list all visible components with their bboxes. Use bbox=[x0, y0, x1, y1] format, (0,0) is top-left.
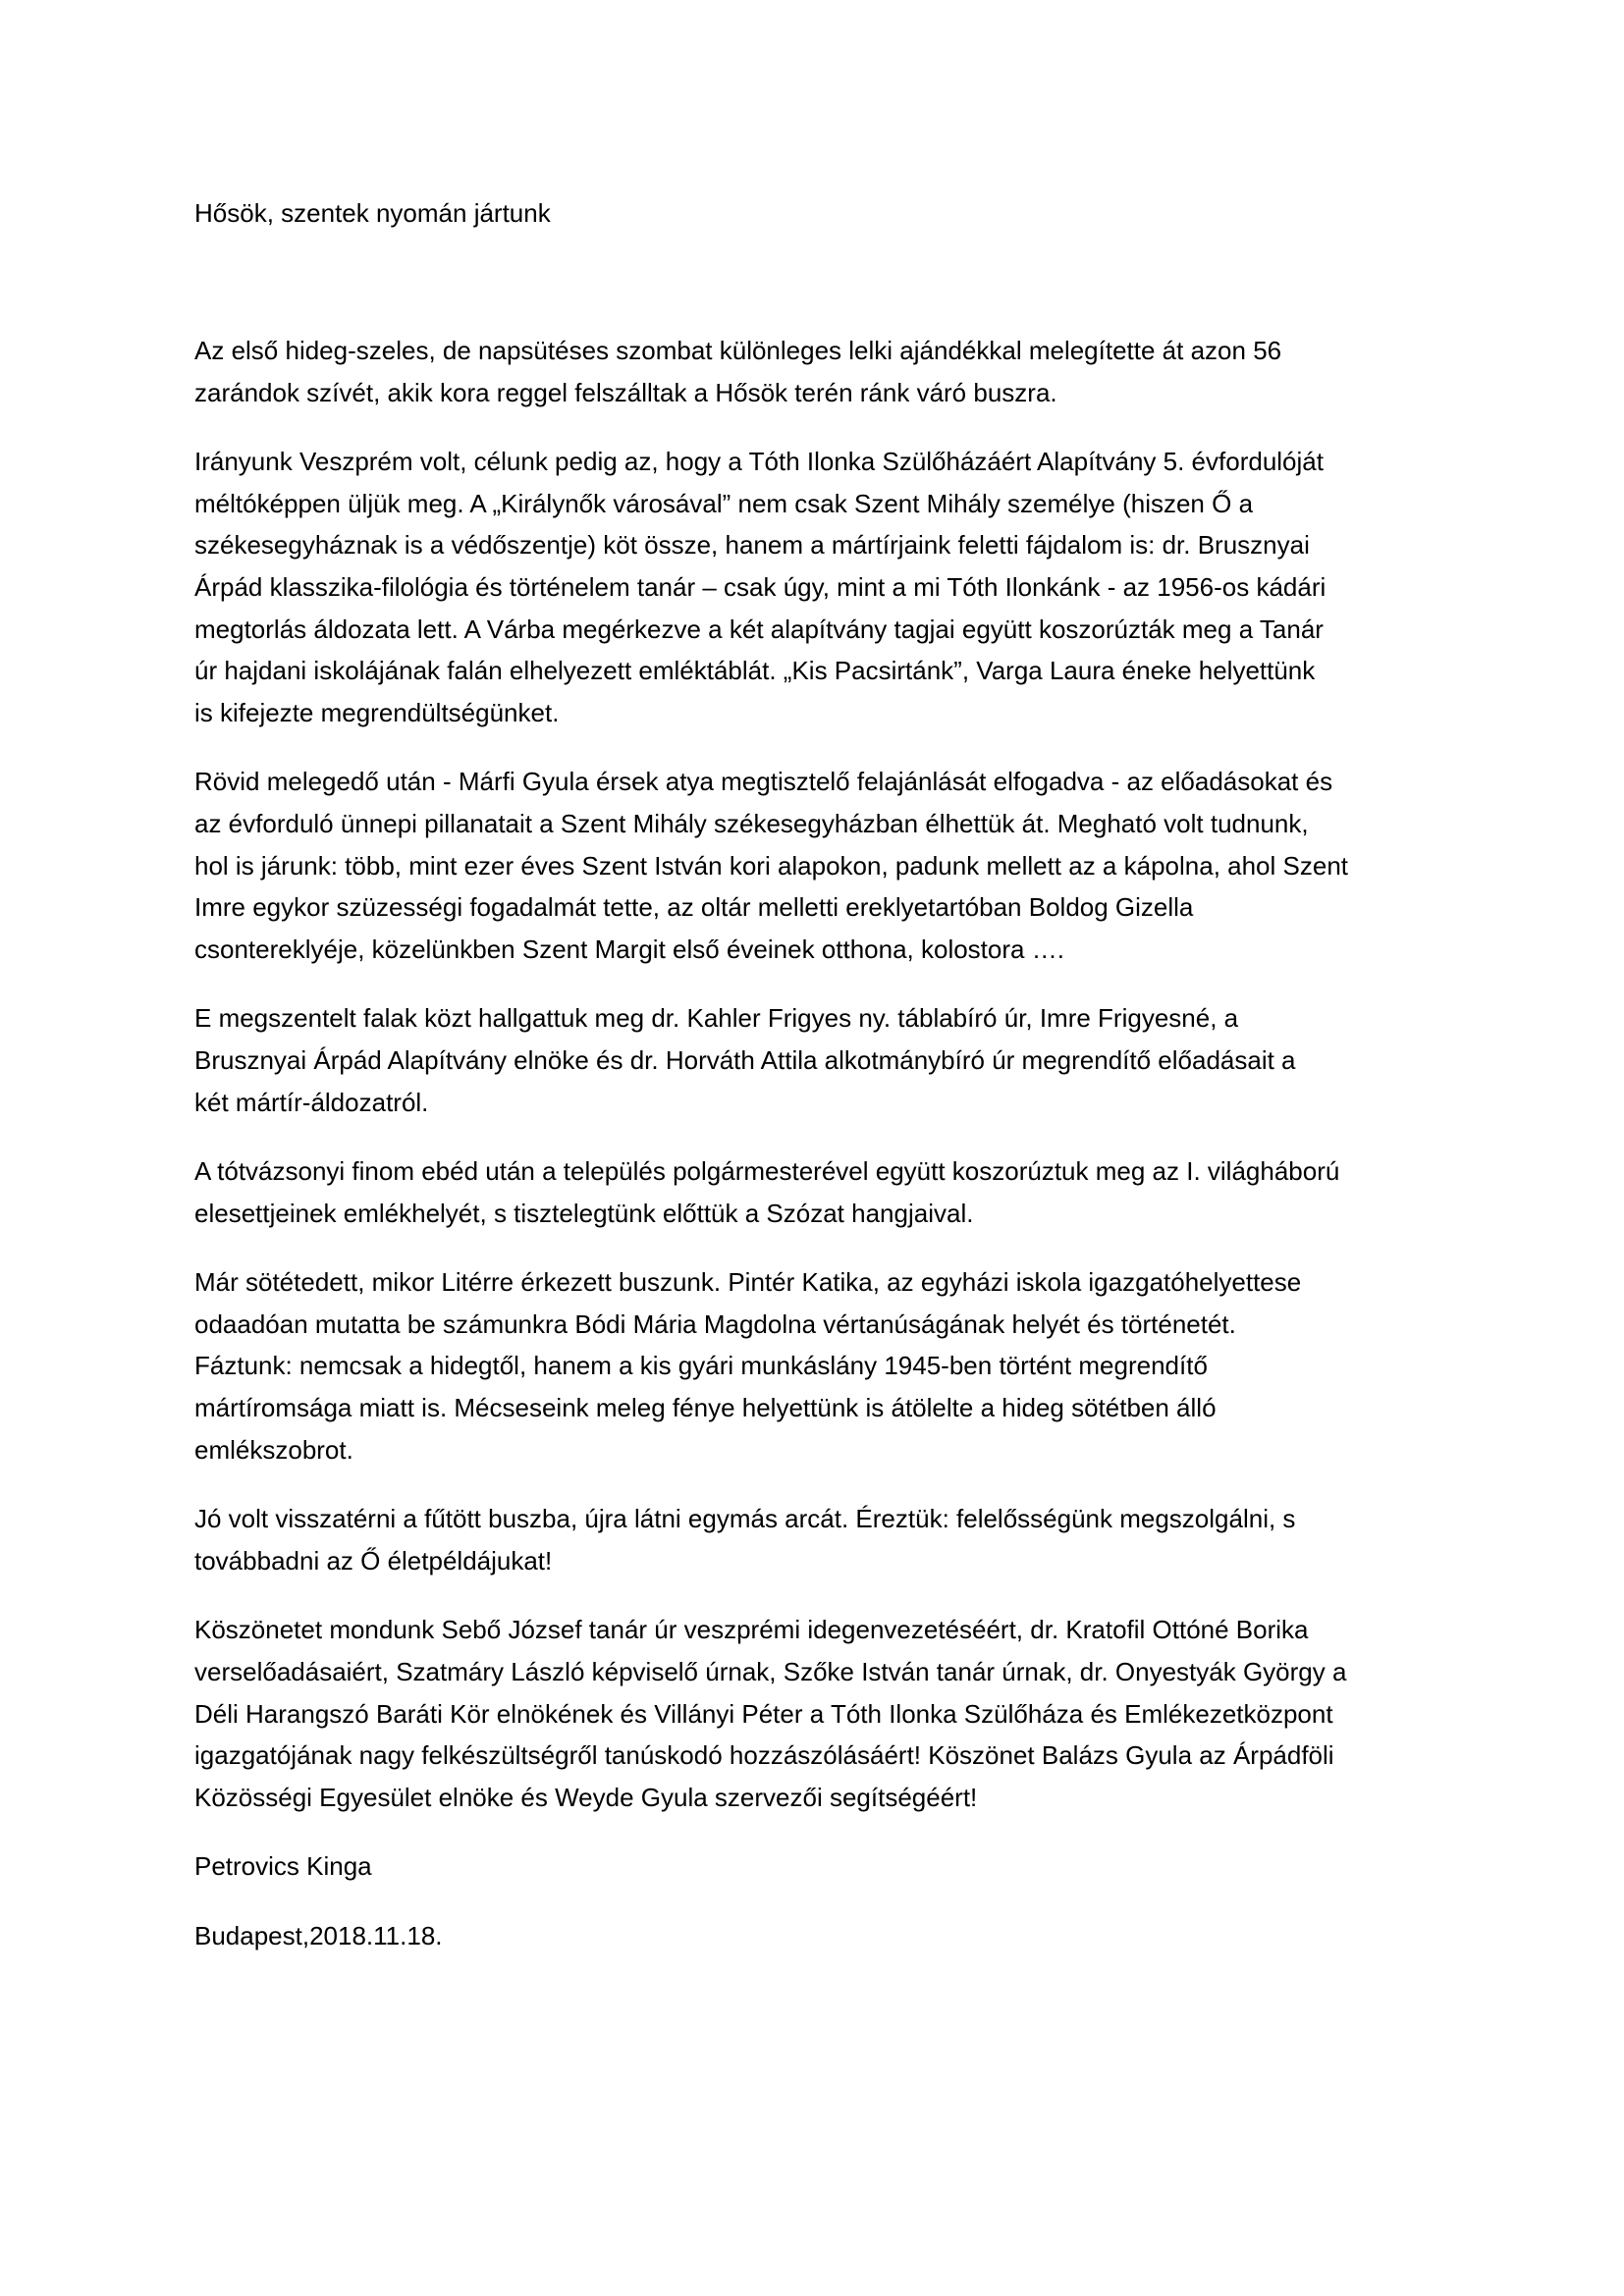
paragraph-line: Az első hideg-szeles, de napsütéses szombat különleges lelki ajándékkal melegítette át azon 56 bbox=[194, 336, 1282, 365]
signature: Petrovics Kinga bbox=[194, 1851, 372, 1882]
paragraph-line: igazgatójának nagy felkészültségről tanúskodó hozzászólásáért! Köszönet Balázs Gyula az Árpádföli bbox=[194, 1740, 1334, 1771]
paragraph-line: Köszönetet mondunk Sebő József tanár úr veszprémi idegenvezetéséért, dr. Kratofil Ottóné Borika bbox=[194, 1615, 1309, 1645]
paragraph-line: székesegyháznak is a védőszentje) köt össze, hanem a mártírjaink feletti fájdalom is: dr. Brusznyai bbox=[194, 530, 1310, 561]
paragraph-line: Imre egykor szüzességi fogadalmát tette, az oltár melletti ereklyetartóban Boldog Gizella bbox=[194, 892, 1194, 923]
paragraph-line: Irányunk Veszprém volt, célunk pedig az, hogy a Tóth Ilonka Szülőházáért Alapítvány 5. évfordulóját bbox=[194, 447, 1324, 477]
paragraph bbox=[194, 330, 1461, 413]
paragraph-line: Már sötétedett, mikor Litérre érkezett buszunk. Pintér Katika, az egyházi iskola igazgatóhelyettese bbox=[194, 1267, 1302, 1298]
paragraph-line: méltóképpen üljük meg. A „Királynők városával” nem csak Szent Mihály személye (hiszen Ő a bbox=[194, 488, 1254, 518]
paragraph-line: Közösségi Egyesület elnöke és Weyde Gyula szervezői segítségéért! bbox=[194, 1782, 978, 1812]
paragraph-line: Árpád klasszika-filológia és történelem tanár – csak úgy, mint a mi Tóth Ilonkánk - az 1956-os kádári bbox=[194, 571, 1326, 602]
paragraph bbox=[194, 997, 1461, 1123]
paragraph-line: odaadóan mutatta be számunkra Bódi Mária Magdolna vértanúságának helyét és történetét. bbox=[194, 1308, 1236, 1339]
paragraph-line: verselőadásaiért, Szatmáry László képviselő úrnak, Szőke István tanár úrnak, dr. Onyestyák György a bbox=[194, 1657, 1347, 1687]
paragraph-line: csontereklyéje, közelünkben Szent Margit első éveinek otthona, kolostora …. bbox=[194, 934, 1064, 964]
paragraph bbox=[194, 1609, 1461, 1818]
paragraph-line: két mártír-áldozatról. bbox=[194, 1087, 429, 1117]
paragraph-line: hol is járunk: több, mint ezer éves Szent István kori alapokon, padunk mellett az a kápolna, ahol Szent bbox=[194, 850, 1349, 881]
paragraph bbox=[194, 1261, 1461, 1470]
document-title: Hősök, szentek nyomán jártunk bbox=[194, 198, 551, 228]
paragraph bbox=[194, 441, 1461, 733]
paragraph-line: Rövid melegedő után - Márfi Gyula érsek atya megtisztelő felajánlását elfogadva - az előadásokat és bbox=[194, 767, 1333, 797]
paragraph-line: Jó volt visszatérni a fűtött buszba, újra látni egymás arcát. Éreztük: felelősségünk megszolgálni, s bbox=[194, 1504, 1296, 1534]
paragraph-line: továbbadni az Ő életpéldájukat! bbox=[194, 1545, 553, 1575]
paragraph-line: elesettjeinek emlékhelyét, s tisztelegtünk előttük a Szózat hangjaival. bbox=[194, 1198, 974, 1228]
paragraph bbox=[194, 761, 1461, 970]
paragraph-line: emlékszobrot. bbox=[194, 1434, 353, 1465]
paragraph-line: mártíromsága miatt is. Mécseseink meleg fénye helyettünk is átölelte a hideg sötétben álló bbox=[194, 1393, 1217, 1423]
document-page bbox=[194, 0, 1461, 2296]
document-body bbox=[194, 330, 1461, 1985]
paragraph-line: Déli Harangszó Baráti Kör elnökének és Villányi Péter a Tóth Ilonka Szülőháza és Emlékezetközpont bbox=[194, 1698, 1333, 1729]
paragraph bbox=[194, 1150, 1461, 1234]
paragraph-line: A tótvázsonyi finom ebéd után a település polgármesterével együtt koszorúztuk meg az I. világháború bbox=[194, 1156, 1340, 1187]
paragraph-line: E megszentelt falak közt hallgattuk meg dr. Kahler Frigyes ny. táblabíró úr, Imre Frigyesné, a bbox=[194, 1003, 1239, 1034]
paragraph-line: zarándok szívét, akik kora reggel felszálltak a Hősök terén ránk váró buszra. bbox=[194, 377, 1057, 407]
paragraph-line: Fáztunk: nemcsak a hidegtől, hanem a kis gyári munkáslány 1945-ben történt megrendítő bbox=[194, 1351, 1208, 1381]
paragraph-line: az évforduló ünnepi pillanatait a Szent Mihály székesegyházban élhettük át. Megható volt tudnunk, bbox=[194, 808, 1309, 838]
paragraph-line: Brusznyai Árpád Alapítvány elnöke és dr. Horváth Attila alkotmánybíró úr megrendítő előadásait a bbox=[194, 1044, 1296, 1075]
paragraph-line: megtorlás áldozata lett. A Várba megérkezve a két alapítvány tagjai együtt koszorúzták meg a Tanár bbox=[194, 614, 1324, 644]
paragraph-line: is kifejezte megrendültségünket. bbox=[194, 697, 560, 727]
place-date: Budapest,2018.11.18. bbox=[194, 1921, 443, 1950]
paragraph-line: úr hajdani iskolájának falán elhelyezett emléktáblát. „Kis Pacsirtánk”, Varga Laura éneke helyettünk bbox=[194, 656, 1316, 686]
paragraph bbox=[194, 1498, 1461, 1581]
